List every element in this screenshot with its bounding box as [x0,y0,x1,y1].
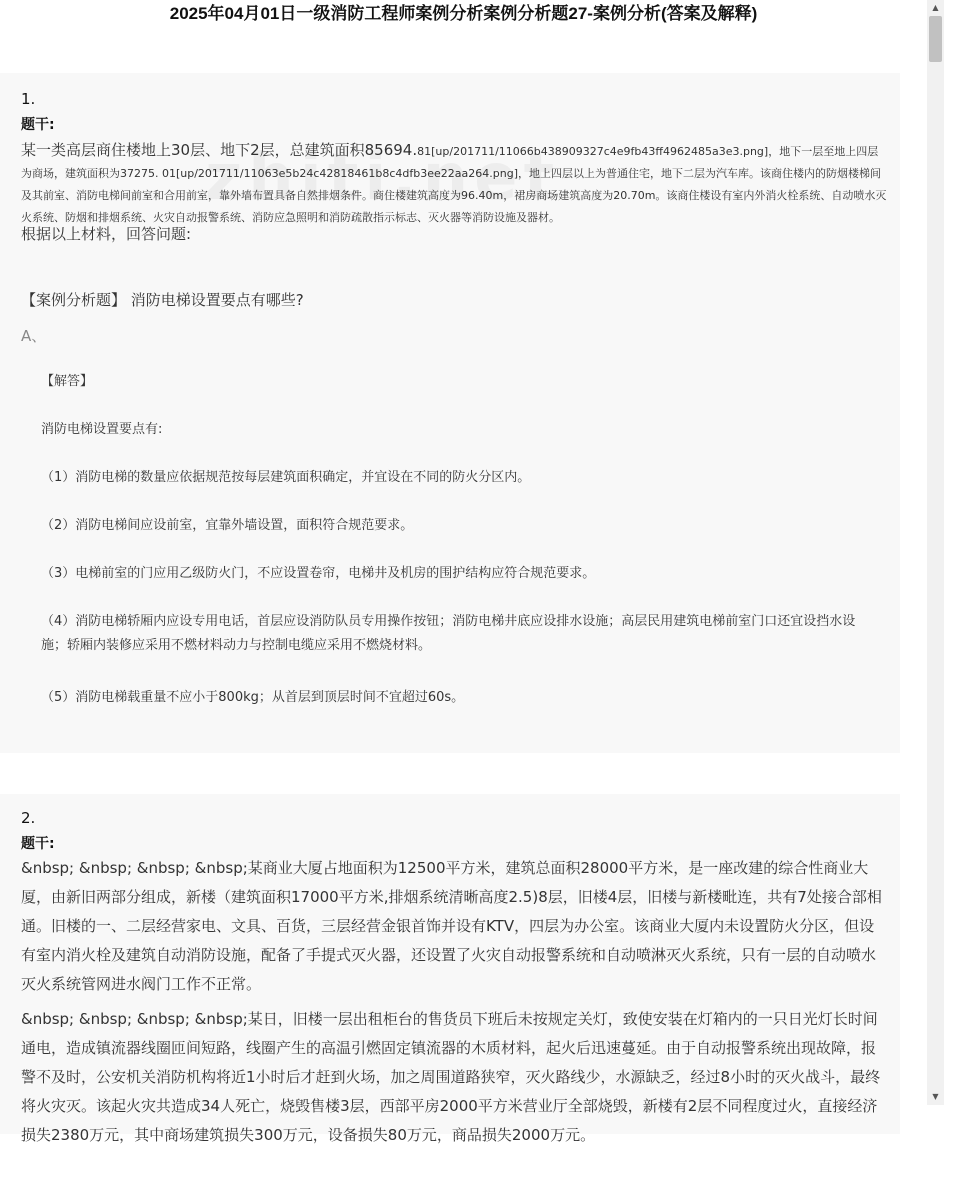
watermark [205,141,560,215]
question-number: 1. [21,90,36,108]
vertical-scrollbar[interactable] [927,0,944,1105]
stem-lead-text: 某一类高层商住楼地上30层、地下2层，总建筑面积85694. [21,141,418,159]
scrollbar-thumb[interactable] [929,16,942,62]
question-text: 【案例分析题】 消防电梯设置要点有哪些? [21,291,304,309]
page-title: 2025年04月01日一级消防工程师案例分析案例分析题27-案例分析(答案及解释) [169,4,758,23]
answer-title: 【解答】 [41,374,94,389]
question-stem [21,854,887,1156]
stem-paragraph: &nbsp; &nbsp; &nbsp; &nbsp;某日，旧楼一层出租柜台的售货员下班后未按规定关灯，致使安装在灯箱内的一只日光灯长时间通电，造成镇流器线圈匝间短路，线圈产生的高温引燃固定镇流器的木质材料，起火后迅速蔓延。由于自动报警系统出现故障，报警不及时，公安机关消防机构将近1小时后才赶到火场，加之周围道路狭窄，灭火路线少，水源缺乏，经过8小时的灭火战斗，最终将火灾灭。该起火灾共造成34人死亡，烧毁售楼3层，西部平房2000平方米营业厅全部烧毁，新楼有2层不同程度过火，直接经济损失2380万元，其中商场建筑损失300万元，设备损失80万元，商品损失2000万元。 [21,1010,881,1144]
answer-point: （2）消防电梯间应设前室，宜靠外墙设置，面积符合规范要求。 [41,518,414,533]
answer-point: （3）电梯前室的门应用乙级防火门，不应设置卷帘，电梯井及机房的围护结构应符合规范要求。 [41,566,596,581]
answer-intro: 消防电梯设置要点有: [41,422,163,437]
stem-rest-text: 81[up/201711/11066b438909327c4e9fb43ff4962485a3e3.png]，地下一层至地上四层为商场，建筑面积为37275. 01[up/201711/11063e5b24c42818461b8c4dfb3ee22aa264.png]，地上四层以上为普通住宅，地下二层为汽车库。该商住楼内的防烟楼梯间及其前室、消防电梯间前室和合用前室，靠外墙布置具备自然排烟条件。商住楼建筑高度为96.40m，裙房商场建筑高度为20.70m。该商住楼设有室内外消火栓系统、自动喷水灭火系统、防烟和排烟系统、火灾自动报警系统、消防应急照明和消防疏散指示标志、灭火器等消防设施及器材。 [21,145,887,224]
stem-label: 题干: [21,117,55,133]
stem-prompt: 根据以上材料，回答问题: [21,225,192,243]
answer-point: （4）消防电梯轿厢内应设专用电话，首层应设消防队员专用操作按钮；消防电梯井底应设排水设施；高层民用建筑电梯前室门口还宜设挡水设施；轿厢内装修应采用不燃材料动力与控制电缆应采用不燃烧材料。 [41,614,856,653]
answer-point: （1）消防电梯的数量应依据规范按每层建筑面积确定，并宜设在不同的防火分区内。 [41,470,531,485]
question-card-2 [0,794,900,1144]
stem-label: 题干: [21,836,55,852]
triangle-up-icon[interactable]: ▲ [932,3,939,12]
answer-point: （5）消防电梯载重量不应小于800kg；从首层到顶层时间不宜超过60s。 [41,690,465,705]
question-number: 2. [21,809,36,827]
triangle-down-icon[interactable]: ▼ [932,1092,939,1101]
option-a: A、 [21,327,47,345]
stem-paragraph: &nbsp; &nbsp; &nbsp; &nbsp;某商业大厦占地面积为12500平方米，建筑总面积28000平方米，是一座改建的综合性商业大厦，由新旧两部分组成，新楼（建筑面积17000平方米,排烟系统清晰高度2.5)8层，旧楼4层，旧楼与新楼毗连，共有7处接合部相通。旧楼的一、二层经营家电、文具、百货，三层经营金银首饰并设有KTV，四层为办公室。该商业大厦内未设置防火分区，但设有室内消火栓及建筑自动消防设施，配备了手提式灭火器，还设置了火灾自动报警系统和自动喷淋灭火系统，只有一层的自动喷水灭火系统管网进水阀门工作不正常。 [21,859,882,993]
